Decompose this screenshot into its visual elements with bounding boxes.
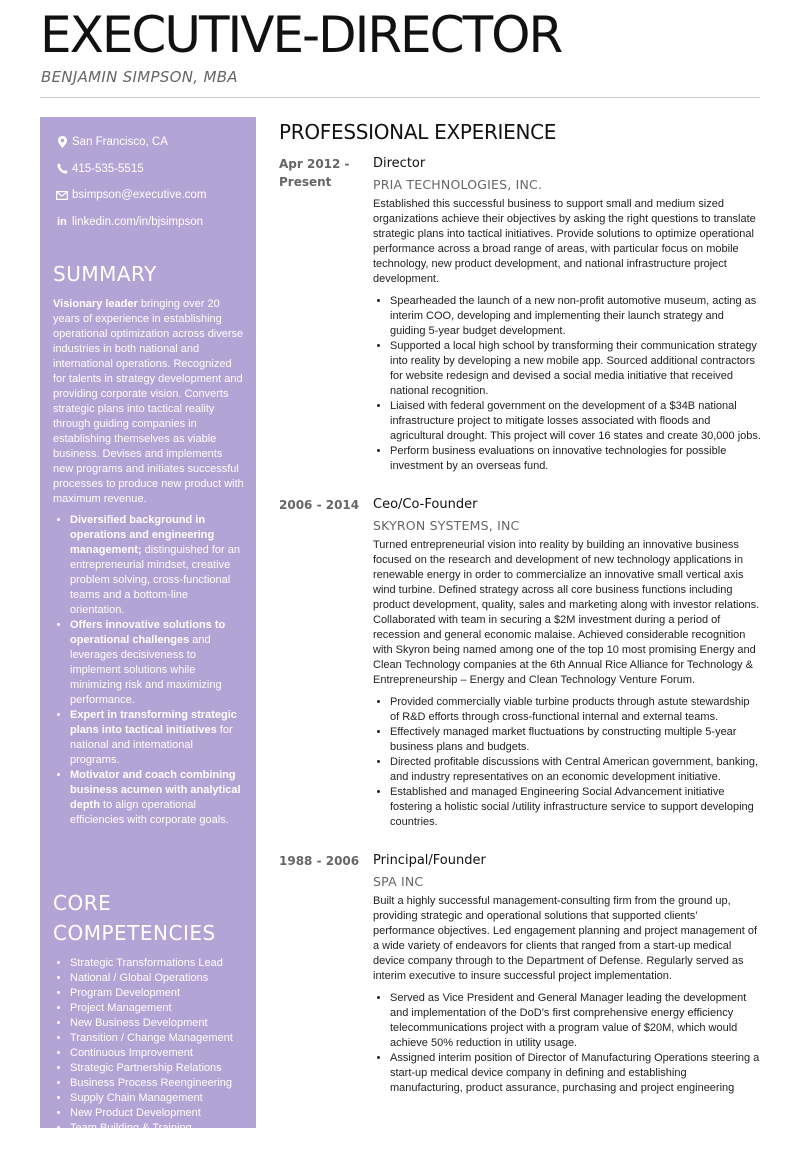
summary-bullet <box>70 618 244 708</box>
sidebar <box>40 117 256 1149</box>
contact-location <box>53 129 244 156</box>
summary-bullet-text: for national and international programs. <box>70 724 233 766</box>
experience-heading: PROFESSIONAL EXPERIENCE <box>279 120 557 144</box>
resume-title: EXECUTIVE-DIRECTOR <box>40 6 562 64</box>
job-bullet: • Spearheaded the launch of a new non-profit automotive museum, acting as interim COO, developing and implementing their launch strategy and guiding 5-year budget development. <box>390 294 761 339</box>
job-body <box>373 496 761 830</box>
job-company: SPA INC <box>373 874 424 889</box>
competency-item: • Team Building & Training <box>70 1121 244 1136</box>
summary-lead: Visionary leader <box>53 298 138 310</box>
job-entry <box>279 852 761 1096</box>
job-company: SKYRON SYSTEMS, INC <box>373 518 520 533</box>
summary-bullets <box>53 513 244 828</box>
competencies-list <box>53 956 244 1151</box>
job-bullet: • Perform business evaluations on innovative technologies for possible investment by an overseas fund. <box>390 444 761 474</box>
job-bullet: • Liaised with federal government on the development of a $34B national infrastructure project to mitigate losses associated with floods and agricultural drought. This project will cover 16 states and create 30,000 jobs. <box>390 399 761 444</box>
summary-bullet-text: distinguished for an entrepreneurial mindset, creative problem solving, cross-functional teams and a bottom-line orientation. <box>70 544 240 616</box>
competency-item: • Program Development <box>70 986 244 1001</box>
summary-bullet-text: and leverages decisiveness to implement solutions while minimizing risk and maximizing performance. <box>70 634 222 706</box>
job-bullet: • Established and managed Engineering Social Advancement initiative fostering a holistic social /utility infrastructure service to support developing countries. <box>390 785 761 830</box>
competency-item: • National / Global Operations <box>70 971 244 986</box>
summary-bullet <box>70 513 244 618</box>
job-company: PRIA TECHNOLOGIES, INC. <box>373 177 543 192</box>
phone-icon <box>55 163 69 174</box>
competencies-heading: CORE COMPETENCIES <box>53 891 216 945</box>
competency-item: • Continuous Improvement <box>70 1046 244 1061</box>
competency-item: • New Business Development <box>70 1016 244 1031</box>
competency-item: • Project Management <box>70 1001 244 1016</box>
job-date: Apr 2012 - Present <box>279 157 350 189</box>
job-title: Director <box>373 156 426 171</box>
job-description: Established this successful business to support small and medium sized organizations achieve their objectives by asking the right questions to translate strategic plans into tactical initiatives. Provide solutions to optimize operational performance across a broad range of areas, with particular focus on mobile technology, new product development, and national infrastructure project development. <box>373 198 756 285</box>
job-bullet: • Assigned interim position of Director of Manufacturing Operations steering a start-up medical device company in defining and establishing manufacturing, product assurance, purchasing and project engineering <box>390 1051 761 1096</box>
job-title: Principal/Founder <box>373 853 486 868</box>
job-date: 1988 - 2006 <box>279 854 360 868</box>
job-bullets <box>373 695 761 830</box>
job-bullet: • Supported a local high school by transforming their communication strategy into reality by developing a new mobile app. Sourced additional contractors for website redesign and devised a social media initiative that received national recognition. <box>390 339 761 399</box>
contact-list <box>53 129 244 235</box>
job-date: 2006 - 2014 <box>279 498 360 512</box>
summary-bullet-bold: Motivator and coach combining business acumen with analytical depth <box>70 769 241 811</box>
competency-item: • Business Process Reengineering <box>70 1076 244 1091</box>
job-entry <box>279 496 761 830</box>
job-bullet: • Effectively managed market fluctuations by constructing multiple 5-year business plans and budgets. <box>390 725 761 755</box>
job-bullet: • Served as Vice President and General Manager leading the development and implementation of the DoD’s first comprehensive energy efficiency telecommunications project with a program value of $20M, which would achieve 50% reduction in utility usage. <box>390 991 761 1051</box>
summary-text <box>53 297 244 507</box>
competency-item: • Supply Chain Management <box>70 1091 244 1106</box>
candidate-name: BENJAMIN SIMPSON, MBA <box>41 68 238 86</box>
summary-heading: SUMMARY <box>53 262 157 286</box>
envelope-icon <box>55 191 69 200</box>
summary-bullet-bold: Expert in transforming strategic plans into tactical initiatives <box>70 709 237 736</box>
summary-bullet-bold: Offers innovative solutions to operational challenges <box>70 619 226 646</box>
contact-email-text: bsimpson@executive.com <box>72 189 207 202</box>
summary-bullet-text: to align operational efficiencies with corporate goals. <box>70 799 229 826</box>
competency-item: • Core Process Development <box>70 1136 244 1151</box>
job-body <box>373 155 761 474</box>
header-divider <box>40 97 760 98</box>
contact-linkedin[interactable] <box>53 209 244 236</box>
contact-email[interactable] <box>53 182 244 209</box>
competency-item: • Transition / Change Management <box>70 1031 244 1046</box>
contact-phone-text: 415-535-5515 <box>72 162 144 175</box>
linkedin-icon: in <box>57 215 67 228</box>
job-bullet: • Provided commercially viable turbine products through astute stewardship of R&D efforts through cross-functional internal and external teams. <box>390 695 761 725</box>
job-body <box>373 852 761 1096</box>
job-title: Ceo/Co-Founder <box>373 497 478 512</box>
summary-body: bringing over 20 years of experience in establishing operational optimization across diverse industries in both national and international operations. Recognized for talents in strategy development and providing corporate vision. Converts strategic plans into tactical reality through guiding companies in establishing themselves as viable business. Devises and implements new programs and initiates successful processes to produce new product with maximum revenue. <box>53 298 244 505</box>
competency-item: • Strategic Partnership Relations <box>70 1061 244 1076</box>
main-content <box>279 117 761 1118</box>
summary-bullet <box>70 708 244 768</box>
job-bullets <box>373 991 761 1096</box>
competency-item: • Strategic Transformations Lead <box>70 956 244 971</box>
summary-bullet <box>70 768 244 828</box>
contact-linkedin-text: linkedin.com/in/bjsimpson <box>72 215 204 228</box>
job-description: Turned entrepreneurial vision into reality by building an innovative business focused on the research and development of new technology applications in renewable energy in order to commercialize an innovative small vertical axis wind turbine. Defined strategy across all core business functions including product development, quality, sales and marketing along with investor relations. Collaborated with team in securing a $2M investment during a period of recession and general economic malaise. Achieved considerable recognition with Skyron being named among one of the top 10 most promising Energy and Clean Technology companies at the 6th Annual Rice Alliance for Technology & Entrepreneurship – Energy and Clean Technology Venture Forum. <box>373 539 760 686</box>
contact-phone[interactable] <box>53 156 244 183</box>
job-bullets <box>373 294 761 474</box>
competency-item: • New Product Development <box>70 1106 244 1121</box>
map-pin-icon <box>55 136 69 148</box>
job-bullet: • Directed profitable discussions with Central American government, banking, and industry representatives on an economic development initiative. <box>390 755 761 785</box>
contact-location-text: San Francisco, CA <box>72 136 168 149</box>
summary-bullet-bold: Diversified background in operations and engineering management; <box>70 514 215 556</box>
job-description: Built a highly successful management-consulting firm from the ground up, providing strategic and operational solutions that supported clients’ performance objectives. Led engagement planning and project management of a wide variety of endeavors for clients that ranged from a start-up medical device company through to the Department of Defense. Regularly served as interim executive to insure successful project implementation. <box>373 895 758 982</box>
job-entry <box>279 155 761 474</box>
